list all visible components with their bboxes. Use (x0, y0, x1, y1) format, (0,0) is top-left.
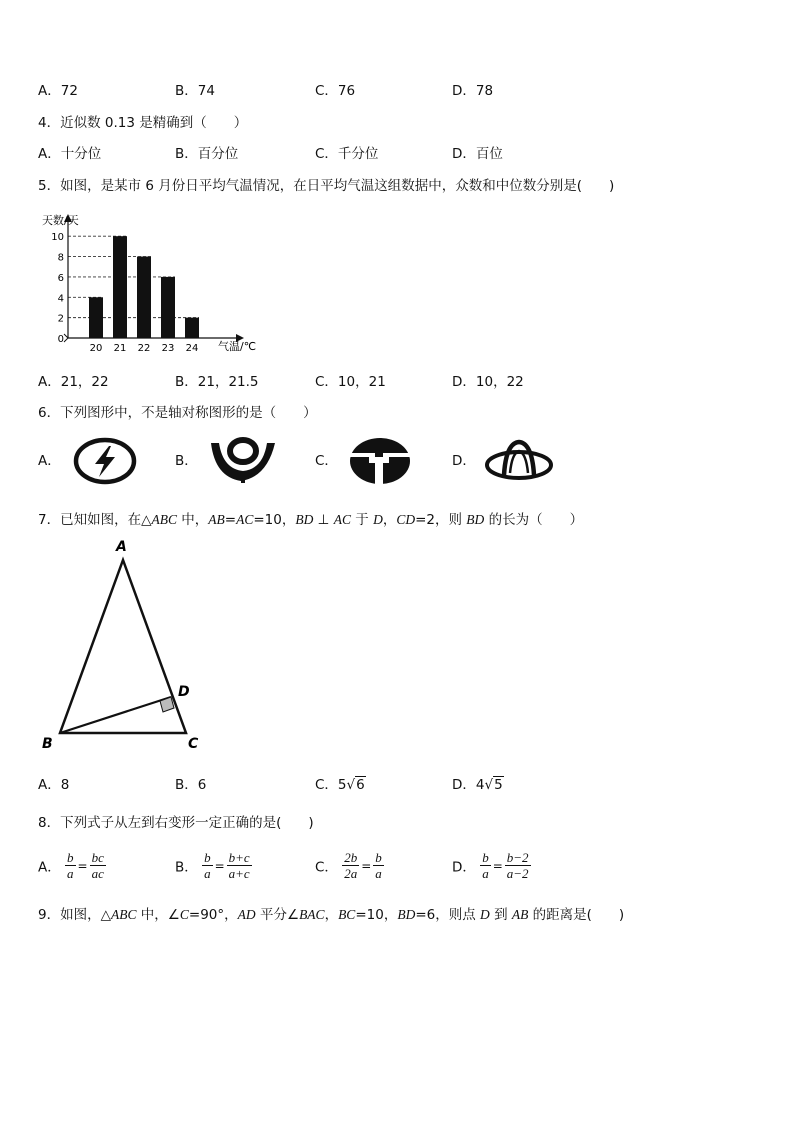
chart-x-axis-label: 气温/℃ (218, 340, 257, 353)
sqrt-icon: √ (346, 777, 356, 793)
bar-22 (137, 257, 151, 338)
q5-bar-chart (38, 208, 268, 356)
q6-stem: 6．下列图形中，不是轴对称图形的是（ ） (38, 405, 317, 421)
q5-option-a[interactable]: A．21，22 (38, 374, 109, 390)
q7-triangle-figure (38, 535, 218, 755)
bar-23 (161, 277, 175, 338)
x-tick-label: 23 (161, 343, 175, 354)
q7-stem: 7．已知如图，在△ABC 中，AB=AC=10，BD ⊥ AC 于 D，CD=2，则 BD 的长为（ ） (38, 512, 584, 528)
q4-option-c[interactable]: C．千分位 (315, 146, 379, 162)
y-tick-label: 6 (57, 272, 64, 284)
lightning-circle-icon (72, 437, 138, 485)
q7-option-c[interactable]: C．5√6 (315, 777, 365, 793)
q7-option-a[interactable]: A．8 (38, 777, 70, 793)
chart-grid-lines (68, 236, 199, 317)
q8-option-b[interactable]: B． $\frac{b}{a}$ = $\frac{b+c}{a+c}$ (175, 850, 250, 881)
q5-option-d[interactable]: D．10，22 (452, 374, 524, 390)
x-tick-label: 24 (185, 343, 199, 354)
q6-option-a[interactable]: A． (38, 453, 61, 469)
q4-option-a[interactable]: A．十分位 (38, 146, 102, 162)
q3-option-b[interactable]: B．74 (175, 83, 215, 99)
y-tick-label: 4 (57, 293, 64, 305)
q4-option-b[interactable]: B．百分位 (175, 146, 239, 162)
q9-stem: 9．如图，△ABC 中，∠C=90°，AD 平分∠BAC，BC=10，BD=6，则点 D 到 AB 的距离是( ) (38, 907, 625, 923)
x-tick-label: 20 (89, 343, 103, 354)
q3-option-a[interactable]: A．72 (38, 83, 78, 99)
sqrt-icon: √ (484, 777, 494, 793)
q8-stem: 8．下列式子从左到右变形一定正确的是( ) (38, 815, 314, 831)
q6-option-d[interactable]: D． (452, 453, 476, 469)
q7-option-b[interactable]: B．6 (175, 777, 207, 793)
figure-label-b: B (42, 736, 53, 752)
figure-label-a: A (116, 539, 127, 555)
figure-label-c: C (188, 736, 199, 752)
x-tick-label: 22 (137, 343, 151, 354)
arch-oval-icon (482, 437, 556, 485)
bar-24 (185, 318, 199, 338)
figure-label-d: D (178, 684, 190, 700)
bowl-ring-icon (207, 437, 279, 485)
bar-21 (113, 236, 127, 338)
bar-20 (89, 297, 103, 338)
q6-option-c[interactable]: C． (315, 453, 338, 469)
chart-y-tick-labels (51, 232, 64, 345)
y-tick-label: 2 (57, 313, 64, 325)
q3-option-d[interactable]: D．78 (452, 83, 494, 99)
q5-stem: 5．如图，是某市 6 月份日平均气温情况，在日平均气温这组数据中，众数和中位数分别是( ) (38, 178, 615, 194)
q8-option-d[interactable]: D． $\frac{b}{a}$ = $\frac{b-2}{a-2}$ (452, 850, 529, 881)
chart-y-axis-label: 天数/天 (42, 214, 79, 227)
q8-option-a[interactable]: A． $\frac{b}{a}$ = $\frac{bc}{ac}$ (38, 850, 104, 881)
chart-bars (89, 236, 199, 338)
chart-x-tick-labels (90, 343, 199, 354)
q5-option-c[interactable]: C．10，21 (315, 374, 386, 390)
q5-option-b[interactable]: B．21，21.5 (175, 374, 259, 390)
x-tick-label: 21 (113, 343, 127, 354)
y-tick-label: 10 (51, 232, 64, 244)
q7-option-d[interactable]: D．4√5 (452, 777, 503, 793)
q8-option-c[interactable]: C． $\frac{2b}{2a}$ = $\frac{b}{a}$ (315, 850, 382, 881)
q4-stem: 4．近似数 0.13 是精确到（ ） (38, 115, 248, 131)
y-tick-label: 0 (57, 334, 64, 345)
q6-option-b[interactable]: B． (175, 453, 198, 469)
q3-option-c[interactable]: C．76 (315, 83, 356, 99)
split-disc-icon (347, 437, 413, 485)
q4-option-d[interactable]: D．百位 (452, 146, 503, 162)
y-tick-label: 8 (57, 252, 64, 264)
